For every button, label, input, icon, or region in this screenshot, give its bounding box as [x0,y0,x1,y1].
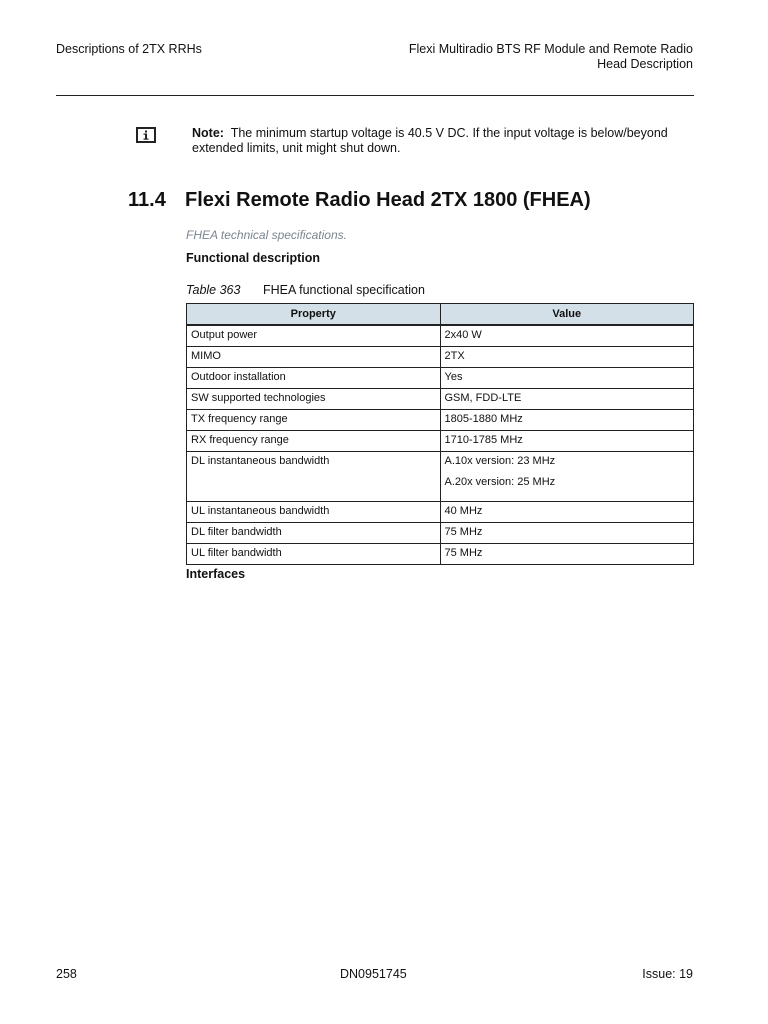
header-divider [56,95,694,96]
section-title: Flexi Remote Radio Head 2TX 1800 (FHEA) [185,189,591,211]
property-cell: Outdoor installation [187,368,441,389]
header-chapter-title: Descriptions of 2TX RRHs [56,42,202,56]
table-row [187,389,694,410]
column-header-property: Property [187,304,441,326]
header-document-title-line1: Flexi Multiradio BTS RF Module and Remote Radio [408,42,693,56]
value-cell: 1805-1880 MHz [440,410,694,431]
header-document-title-line2: Head Description [597,57,693,71]
table-row [187,452,694,502]
column-header-value: Value [440,304,694,326]
table-row [187,431,694,452]
value-cell: Yes [440,368,694,389]
table-row [187,325,694,347]
value-cell: 40 MHz [440,502,694,523]
table-caption-title: FHEA functional specification [263,283,425,297]
property-cell: SW supported technologies [187,389,441,410]
table-row [187,523,694,544]
section-number: 11.4 [128,189,166,211]
value-cell: 2x40 W [440,325,694,347]
value-line: A.10x version: 23 MHz [444,455,556,467]
value-cell: 1710-1785 MHz [440,431,694,452]
interfaces-heading: Interfaces [186,567,246,581]
info-icon [136,127,156,143]
page-number: 258 [56,967,77,981]
property-cell: UL filter bandwidth [187,544,441,565]
value-cell: 2TX [440,347,694,368]
document-id: DN0951745 [340,967,407,981]
cross-reference-link[interactable]: FHEA technical specifications. [186,228,347,242]
section-heading [128,189,591,212]
issue-number: Issue: 19 [642,967,693,981]
value-cell: 75 MHz [440,523,694,544]
table-row [187,502,694,523]
property-cell: UL instantaneous bandwidth [187,502,441,523]
header-document-title [333,42,693,72]
specification-table [186,303,694,565]
table-row [187,410,694,431]
value-line: A.20x version: 25 MHz [444,476,556,488]
property-cell: TX frequency range [187,410,441,431]
property-cell: DL instantaneous bandwidth [187,452,441,502]
table-row [187,368,694,389]
table-header-row [187,304,694,326]
property-cell: RX frequency range [187,431,441,452]
table-caption-number: Table 363 [186,283,241,297]
table-row [187,347,694,368]
table-caption [186,283,425,297]
property-cell: Output power [187,325,441,347]
value-cell [440,452,694,502]
value-cell: 75 MHz [440,544,694,565]
note-label: Note: [192,126,224,140]
note-body: The minimum startup voltage is 40.5 V DC. If the input voltage is below/beyond extended limits, unit might shut down. [192,126,668,155]
functional-description-heading: Functional description [186,251,321,265]
property-cell: MIMO [187,347,441,368]
note-text [192,126,692,156]
value-cell: GSM, FDD-LTE [440,389,694,410]
property-cell: DL filter bandwidth [187,523,441,544]
table-row [187,544,694,565]
